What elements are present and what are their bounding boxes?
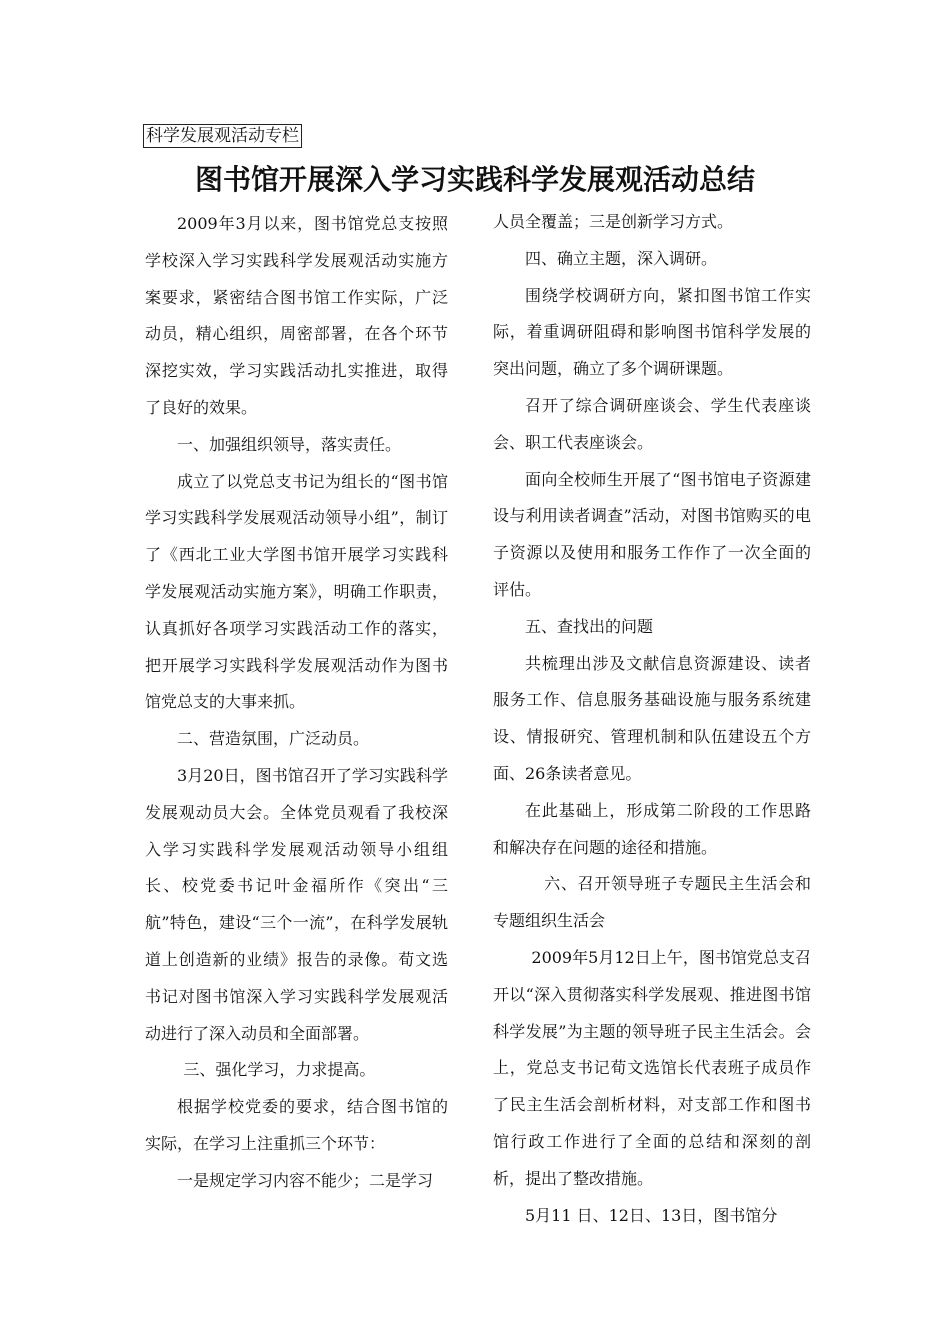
paragraph: 2009年3月以来，图书馆党总支按照学校深入学习实践科学发展观活动实施方案要求，紧密结合图书馆工作实际，广泛动员，精心组织，周密部署，在各个环节深挖实效，学习实践活动扎实推进，取得了良好的效果。 — [145, 214, 448, 417]
section-heading: 二、营造氛围，广泛动员。 — [177, 729, 370, 749]
section-heading: 一、加强组织领导，落实责任。 — [177, 434, 402, 454]
left-column — [145, 206, 448, 1200]
paragraph: 2009年5月12日上午，图书馆党总支召开以“深入贯彻落实科学发展观、推进图书馆科学发展”为主题的领导班子民主生活会。会上，党总支书记荀文选馆长代表班子成员作了民主生活会剖析材料，对支部工作和图书馆行政工作进行了全面的总结和深刻的剖析，提出了整改措施。 — [493, 947, 811, 1188]
paragraph: 一是规定学习内容不能少；二是学习 — [177, 1170, 434, 1190]
section-heading: 四、确立主题，深入调研。 — [525, 248, 718, 268]
paragraph: 人员全覆盖；三是创新学习方式。 — [493, 212, 734, 231]
column-tag: 科学发展观活动专栏 — [143, 124, 302, 148]
paragraph: 围绕学校调研方向，紧扣图书馆工作实际，着重调研阻碍和影响图书馆科学发展的突出问题，确立了多个调研课题。 — [493, 285, 811, 379]
paragraph: 根据学校党委的要求，结合图书馆的实际，在学习上注重抓三个环节： — [145, 1097, 448, 1153]
page-title: 图书馆开展深入学习实践科学发展观活动总结 — [194, 163, 755, 196]
paragraph: 成立了以党总支书记为组长的“图书馆学习实践科学发展观活动领导小组”，制订了《西北工业大学图书馆开展学习实践科学发展观活动实施方案》，明确工作职责，认真抓好各项学习实践活动工作的落实，把开展学习实践科学发展观活动作为图书馆党总支的大事来抓。 — [145, 471, 448, 712]
paragraph: 面向全校师生开展了“图书馆电子资源建设与利用读者调查”活动，对图书馆购买的电子资源以及使用和服务工作作了一次全面的评估。 — [493, 469, 811, 599]
section-heading: 五、查找出的问题 — [525, 616, 654, 636]
paragraph: 召开了综合调研座谈会、学生代表座谈会、职工代表座谈会。 — [493, 395, 811, 452]
right-column — [493, 204, 811, 1234]
paragraph: 共梳理出涉及文献信息资源建设、读者服务工作、信息服务基础设施与服务系统建设、情报研究、管理机制和队伍建设五个方面、26条读者意见。 — [493, 653, 811, 783]
section-heading: 六、召开领导班子专题民主生活会和专题组织生活会 — [493, 874, 811, 931]
paragraph: 5月11 日、12日、13日，图书馆分 — [525, 1205, 778, 1225]
paragraph: 在此基础上，形成第二阶段的工作思路和解决存在问题的途径和措施。 — [493, 800, 811, 857]
paragraph: 3月20日，图书馆召开了学习实践科学发展观动员大会。全体党员观看了我校深入学习实践科学发展观活动领导小组组长、校党委书记叶金福所作《突出“三航”特色，建设“三个一流”，在科学发展轨道上创造新的业绩》报告的录像。荀文选书记对图书馆深入学习实践科学发展观活动进行了深入动员和全面部署。 — [145, 765, 448, 1043]
section-heading: 三、强化学习，力求提高。 — [183, 1060, 376, 1080]
